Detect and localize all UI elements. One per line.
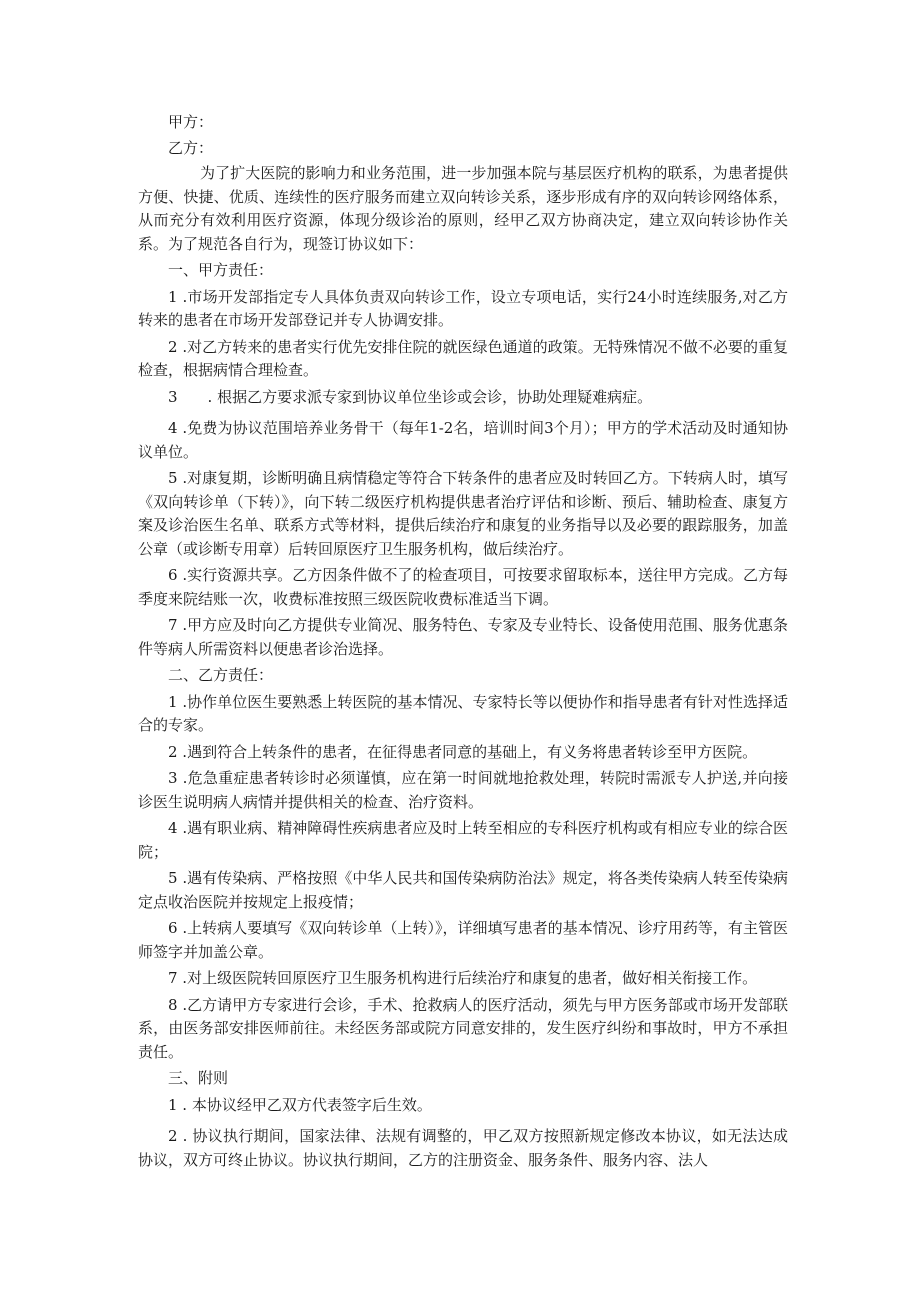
section-1-heading: 一、甲方责任：: [168, 261, 274, 279]
section-2-item: 7 .对上级医院转回原医疗卫生服务机构进行后续治疗和康复的患者，做好相关衔接工作。: [168, 969, 758, 987]
section-3-item: 2 . 协议执行期间，国家法律、法规有调整的，甲乙双方按照新规定修改本协议，如无法达成协议，双方可终止协议。协议执行期间，乙方的注册资金、服务条件、服务内容、法人: [138, 1127, 788, 1169]
section-3-item: 1 . 本协议经甲乙双方代表签字后生效。: [168, 1095, 432, 1114]
section-2-heading: 二、乙方责任：: [168, 666, 274, 684]
section-1-item: 2 .对乙方转来的患者实行优先安排住院的就医绿色通道的政策。无特殊情况不做不必要的重复检查，根据病情合理检查。: [138, 337, 788, 379]
section-1-item: 5 .对康复期，诊断明确且病情稳定等符合下转条件的患者应及时转回乙方。下转病人时，填写《双向转诊单（下转）》，向下转二级医疗机构提供患者治疗评估和诊断、预后、辅助检查、康复方案及诊治医生名单、联系方式等材料，提供后续治疗和康复的业务指导以及必要的跟踪服务，加盖公章（或诊断专用章）后转回原医疗卫生服务机构，做后续治疗。: [138, 469, 788, 558]
agreement-body: [138, 111, 788, 1175]
section-1-item: 7 .甲方应及时向乙方提供专业简况、服务特色、专家及专业特长、设备使用范围、服务优惠条件等病人所需资料以便患者诊治选择。: [138, 616, 788, 658]
section-1-item: 3 . 根据乙方要求派专家到协议单位坐诊或会诊，协助处理疑难病症。: [168, 387, 653, 406]
section-2-item: 8 .乙方请甲方专家进行会诊，手术、抢救病人的医疗活动，须先与甲方医务部或市场开发部联系，由医务部安排医师前往。未经医务部或院方同意安排的，发生医疗纠纷和事故时，甲方不承担责任。: [138, 995, 788, 1061]
party-b-label: 乙方：: [168, 138, 214, 157]
section-2-item: 1 .协作单位医生要熟悉上转医院的基本情况、专家特长等以便协作和指导患者有针对性选择适合的专家。: [138, 692, 788, 734]
section-2-item: 3 .危急重症患者转诊时必须谨慎，应在第一时间就地抢救处理，转院时需派专人护送,并向接诊医生说明病人病情并提供相关的检查、治疗资料。: [138, 769, 788, 811]
section-2-item: 5 .遇有传染病、严格按照《中华人民共和国传染病防治法》规定，将各类传染病人转至传染病定点收治医院并按规定上报疫情；: [138, 869, 788, 911]
section-1-item: 4 .免费为协议范围培养业务骨干（每年1-2名，培训时间3个月）；甲方的学术活动及时通知协议单位。: [138, 419, 788, 461]
section-1-item: 1 .市场开发部指定专人具体负责双向转诊工作，设立专项电话，实行24小时连续服务,对乙方转来的患者在市场开发部登记并专人协调安排。: [138, 287, 788, 329]
section-3-heading: 三、附则: [168, 1069, 229, 1087]
section-1-item: 6 .实行资源共享。乙方因条件做不了的检查项目，可按要求留取标本，送往甲方完成。乙方每季度来院结账一次，收费标准按照三级医院收费标准适当下调。: [138, 566, 788, 608]
section-2-item: 6 .上转病人要填写《双向转诊单（上转）》，详细填写患者的基本情况、诊疗用药等，有主管医师签字并加盖公章。: [138, 919, 788, 961]
section-2-item: 4 .遇有职业病、精神障碍性疾病患者应及时上转至相应的专科医疗机构或有相应专业的综合医院；: [138, 819, 788, 861]
section-2-item: 2 .遇到符合上转条件的患者，在征得患者同意的基础上，有义务将患者转诊至甲方医院。: [168, 742, 758, 761]
intro-paragraph: 为了扩大医院的影响力和业务范围，进一步加强本院与基层医疗机构的联系，为患者提供方便、快捷、优质、连续性的医疗服务而建立双向转诊关系，逐步形成有序的双向转诊网络体系，从而充分有效利用医疗资源，体现分级诊治的原则，经甲乙双方协商决定，建立双向转诊协作关系。为了规范各自行为，现签订协议如下：: [138, 164, 788, 253]
party-a-label: 甲方：: [168, 113, 214, 131]
